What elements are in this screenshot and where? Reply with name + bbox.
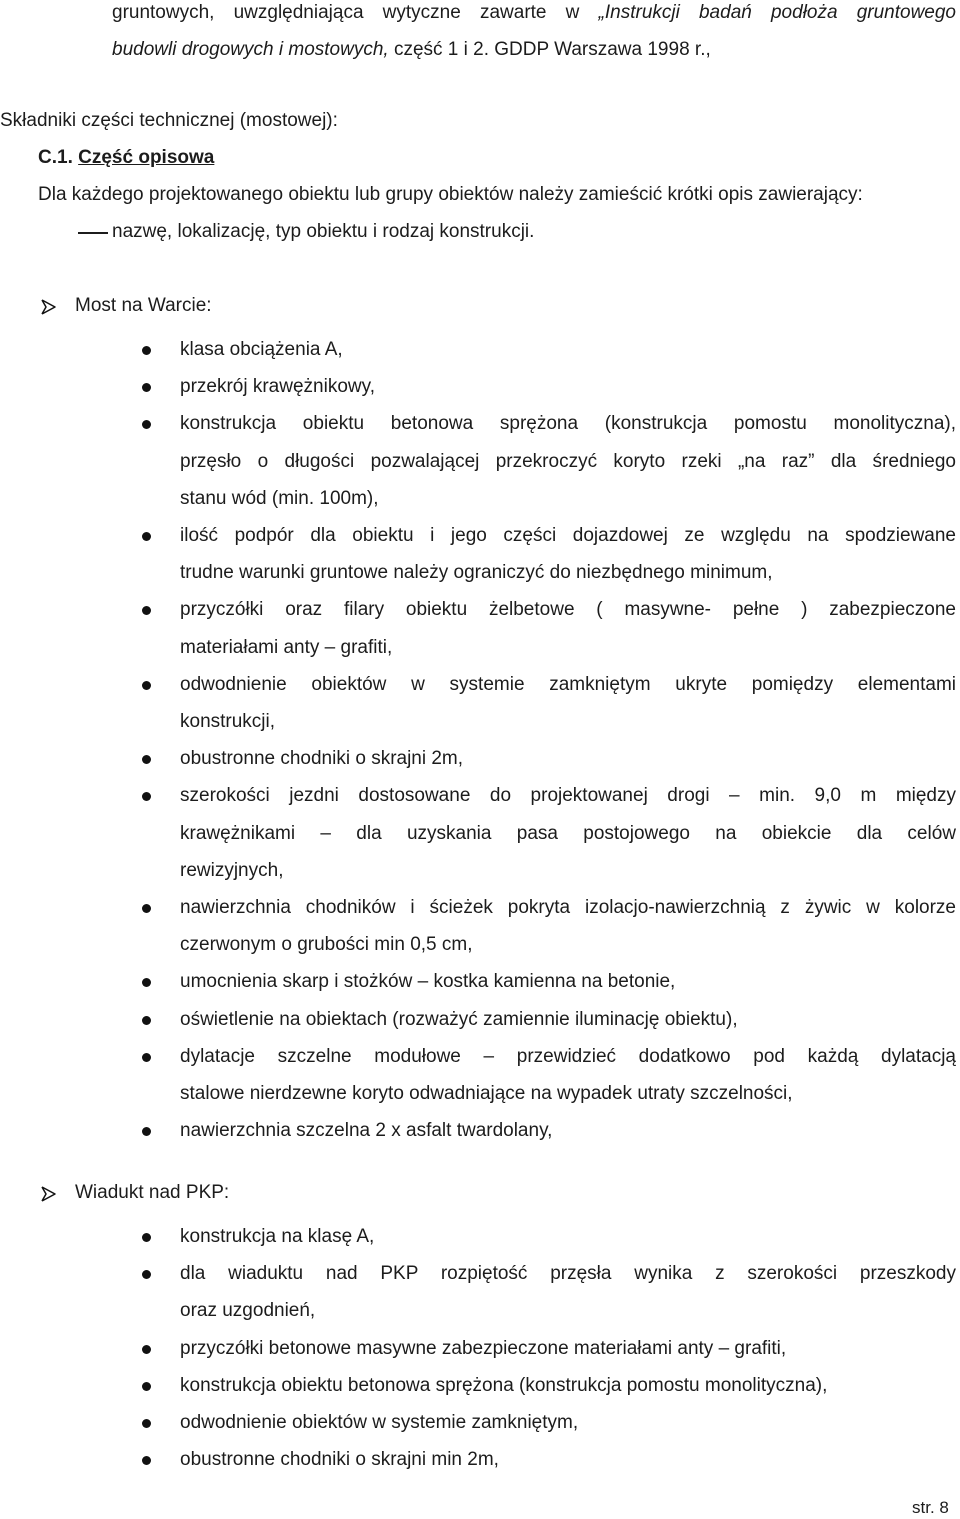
arrow-bullet-icon: [40, 298, 58, 316]
bullet-dot: [142, 1270, 151, 1279]
intro-line-1-text: gruntowych, uwzględniająca wytyczne zawarte w: [112, 2, 599, 23]
list-item-line: przyczółki oraz filary obiektu żelbetowe ( masywne- pełne ) zabezpieczone: [180, 599, 956, 621]
bullet-dot: [142, 532, 151, 541]
intro-line-1: [112, 2, 956, 24]
section-heading: [38, 147, 214, 169]
list-item-line: oraz uzgodnień,: [180, 1300, 316, 1322]
list-item-line: odwodnienie obiektów w systemie zamkniętym ukryte pomiędzy elementami: [180, 673, 956, 695]
list-item-line: oświetlenie na obiektach (rozważyć zamiennie iluminację obiektu),: [180, 1008, 738, 1030]
group-title: Wiadukt nad PKP:: [75, 1182, 230, 1203]
list-item-line: odwodnienie obiektów w systemie zamkniętym,: [180, 1412, 579, 1433]
bullet-dot: [142, 1456, 151, 1465]
intro-line-2-italic: budowli drogowych i mostowych,: [112, 39, 389, 60]
list-item-line: nawierzchnia szczelna 2 x asfalt twardolany,: [180, 1120, 553, 1142]
bullet-dot: [142, 904, 151, 913]
list-item-line: szerokości jezdni dostosowane do projektowanej drogi – min. 9,0 m między: [180, 785, 956, 807]
list-item-line: stanu wód (min. 100m),: [180, 487, 379, 509]
description-text: Dla każdego projektowanego obiektu lub grupy obiektów należy zamieścić krótki opis zawierający:: [38, 184, 863, 205]
dash-bullet: [78, 232, 108, 234]
bullet-dot: [142, 383, 151, 392]
list-item-line: konstrukcja na klasę A,: [180, 1226, 375, 1247]
bullet-dot: [142, 978, 151, 987]
bullet-dot: [142, 792, 151, 801]
bullet-dot: [142, 1016, 151, 1025]
list-item-line: krawężnikami – dla uzyskania pasa postojowego na obiekcie dla celów: [180, 822, 956, 844]
bullet-dot: [142, 606, 151, 615]
list-item-line: konstrukcja obiektu betonowa sprężona (konstrukcja pomostu monolityczna),: [180, 1374, 828, 1396]
list-item-line: obustronne chodniki o skrajni 2m,: [180, 748, 464, 770]
list-item-line: dylatacje szczelne modułowe – przewidzieć dodatkowo pod każdą dylatacją: [180, 1045, 956, 1067]
bullet-dot: [142, 420, 151, 429]
dash-item-text: nazwę, lokalizację, typ obiektu i rodzaj konstrukcji.: [112, 221, 535, 242]
bullet-dot: [142, 346, 151, 355]
list-item-line: nawierzchnia chodników i ścieżek pokryta izolacjo-nawierzchnią z żywic w kolorze: [180, 897, 956, 918]
list-item-line: przyczółki betonowe masywne zabezpieczone materiałami anty – grafiti,: [180, 1337, 787, 1359]
arrow-bullet-icon: [40, 1185, 58, 1203]
bullet-dot: [142, 681, 151, 690]
list-item-line: przekrój krawężnikowy,: [180, 376, 375, 398]
list-item-line: ilość podpór dla obiektu i jego części dojazdowej ze względu na spodziewane: [180, 525, 956, 546]
list-item-line: materiałami anty – grafiti,: [180, 636, 393, 658]
bullet-dot: [142, 1345, 151, 1354]
list-item-line: przęsło o długości pozwalającej przekroczyć koryto rzeki „na raz” dla średniego: [180, 450, 956, 472]
list-item-line: czerwonym o grubości min 0,5 cm,: [180, 934, 473, 956]
intro-line-1-italic: „Instrukcji badań podłoża gruntowego: [598, 2, 956, 23]
section-title: Część opisowa: [78, 147, 215, 168]
intro-line-2-text: część 1 i 2. GDDP Warszawa 1998 r.,: [388, 39, 711, 60]
list-item-line: klasa obciążenia A,: [180, 339, 343, 360]
list-item-line: obustronne chodniki o skrajni min 2m,: [180, 1449, 499, 1471]
bullet-dot: [142, 1233, 151, 1242]
list-item-line: dla wiaduktu nad PKP rozpiętość przęsła wynika z szerokości przeszkody: [180, 1263, 956, 1285]
intro-line-2: [112, 39, 711, 61]
list-item-line: umocnienia skarp i stożków – kostka kamienna na betonie,: [180, 971, 676, 993]
group-title: Most na Warcie:: [75, 295, 212, 316]
bullet-dot: [142, 1419, 151, 1428]
page-number: str. 8: [912, 1498, 949, 1517]
bullet-dot: [142, 755, 151, 764]
list-item-line: stalowe nierdzewne koryto odwadniające na wypadek utraty szczelności,: [180, 1083, 793, 1104]
list-item-line: trudne warunki gruntowe należy ograniczyć do niezbędnego minimum,: [180, 562, 773, 584]
list-item-line: konstrukcja obiektu betonowa sprężona (konstrukcja pomostu monolityczna),: [180, 413, 956, 435]
list-item-line: konstrukcji,: [180, 711, 276, 732]
section-number: C.1.: [38, 147, 73, 168]
list-item-line: rewizyjnych,: [180, 859, 284, 881]
bullet-dot: [142, 1382, 151, 1391]
components-heading: Składniki części technicznej (mostowej):: [0, 110, 338, 131]
bullet-dot: [142, 1127, 151, 1136]
bullet-dot: [142, 1053, 151, 1062]
